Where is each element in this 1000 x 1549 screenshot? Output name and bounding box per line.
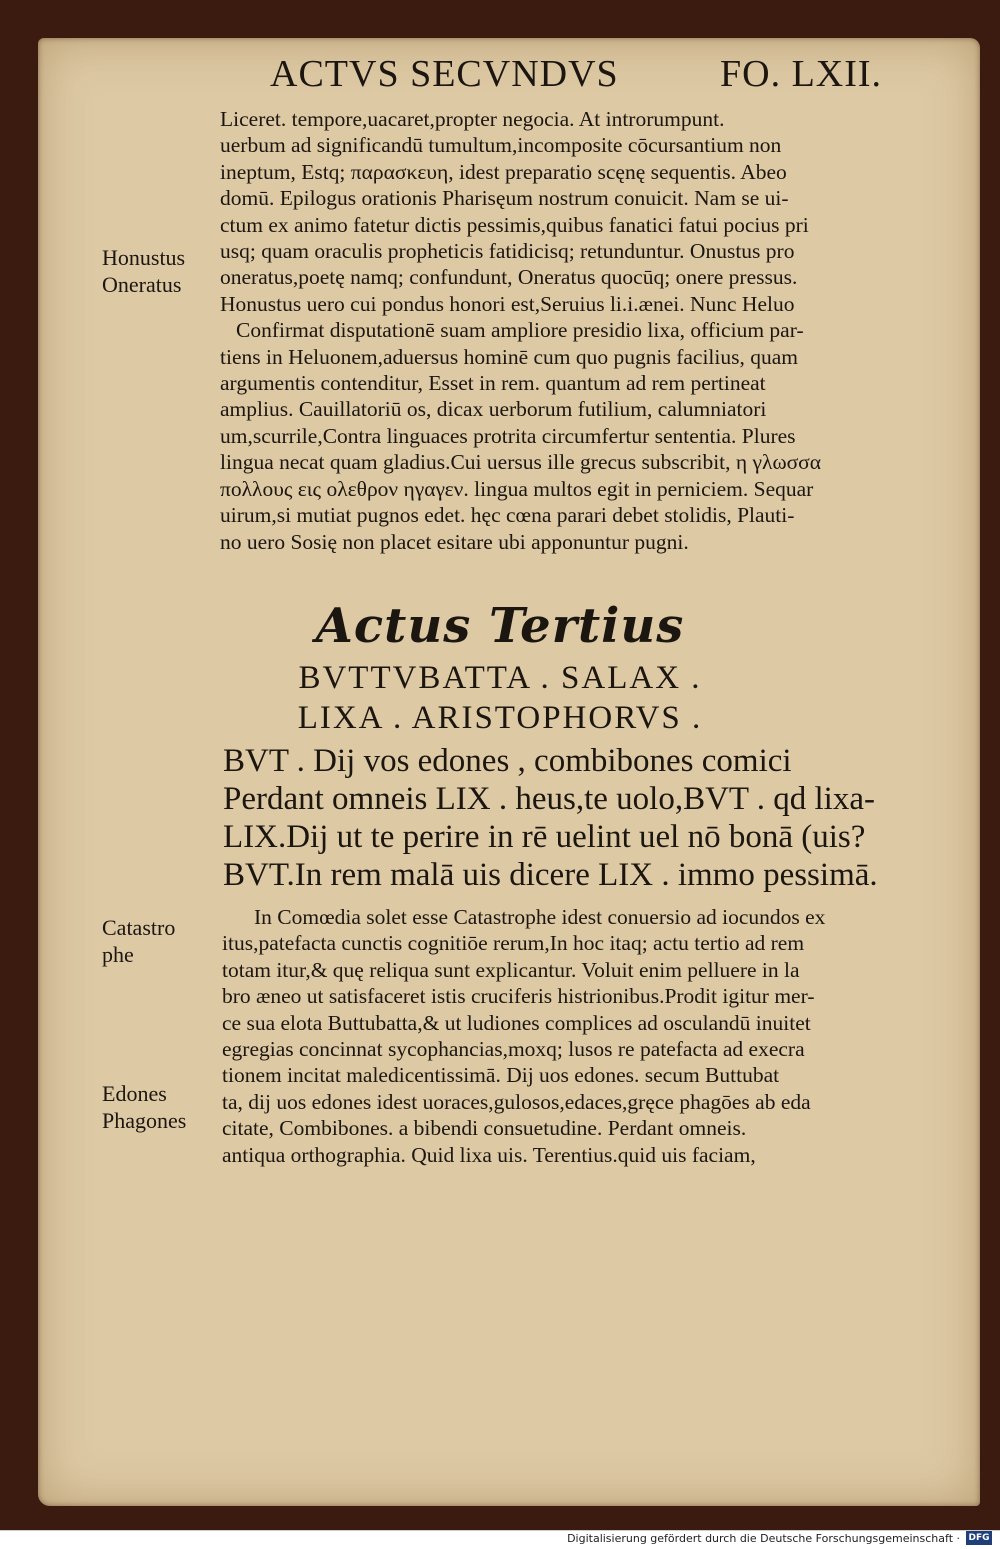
running-title: ACTVS SECVNDVS <box>270 53 619 95</box>
act-heading: Actus Tertius <box>315 598 685 654</box>
verse-line: BVT . Dij vos edones , combibones comici <box>223 743 792 779</box>
commentary-line: tiens in Heluonem,aduersus hominē cum quo pugnis facilius, quam <box>220 344 799 369</box>
commentary-line: ta, dij uos edones idest uoraces,gulosos,edaces,gręce phagōes ab eda <box>222 1089 811 1114</box>
funding-credit: Digitalisierung gefördert durch die Deutsche Forschungsgemeinschaft · <box>567 1532 960 1545</box>
commentary-line: lingua necat quam gladius.Cui uersus ille grecus subscribit, η γλωσσα <box>220 450 822 475</box>
commentary-line: no uero Sosię non placet esitare ubi apponuntur pugni. <box>220 529 689 554</box>
commentary-line: citate, Combibones. a bibendi consuetudine. Perdant omneis. <box>222 1116 747 1141</box>
verse-line: BVT.In rem malā uis dicere LIX . immo pessimā. <box>223 857 878 893</box>
verse-line: LIX.Dij ut te perire in rē uelint uel nō bonā (uis? <box>223 819 866 855</box>
commentary-line: usq; quam oraculis propheticis fatidicisq; retunduntur. Onustus pro <box>220 239 795 264</box>
commentary-line: domū. Epilogus orationis Pharisęum nostrum conuicit. Nam se ui- <box>220 186 789 211</box>
commentary-line: tionem incitat maledicentissimā. Dij uos edones. secum Buttubat <box>222 1063 780 1088</box>
commentary-block-top <box>220 106 821 555</box>
commentary-line: πολλους εις ολεθρον ηγαγεν. lingua multos egit in perniciem. Sequar <box>220 476 814 501</box>
margin-note-honustus: Honustus Oneratus <box>102 245 186 297</box>
commentary-line: ineptum, Estq; παρασκευη, idest preparatio scęnę sequentis. Abeo <box>220 159 787 184</box>
commentary-line: ctum ex animo fatetur dictis pessimis,quibus fanatici fatui pocius pri <box>220 212 809 237</box>
commentary-line: itus,patefacta cunctis cognitiōe rerum,In hoc itaq; actu tertio ad rem <box>222 931 805 956</box>
commentary-line: ce sua elota Buttubatta,& ut ludiones complices ad osculandū inuitet <box>222 1010 811 1035</box>
commentary-block-bottom <box>222 904 825 1168</box>
verse-block <box>223 742 878 894</box>
commentary-line: egregias concinnat sycophancias,moxq; lusos re patefacta ad execra <box>222 1037 805 1062</box>
commentary-line: Honustus uero cui pondus honori est,Seruius li.i.ænei. Nunc Heluo <box>220 291 795 316</box>
folio-number: FO. LXII. <box>720 53 883 95</box>
commentary-line: um,scurrile,Contra linguaces protrita circumfertur sententia. Plures <box>220 423 796 448</box>
commentary-line: Confirmat disputationē suam ampliore presidio lixa, officium par- <box>236 318 804 343</box>
commentary-line: bro æneo ut satisfaceret istis cruciferis histrionibus.Prodit igitur mer- <box>222 984 815 1009</box>
commentary-line: uerbum ad significandū tumultum,incomposite cōcursantium non <box>220 133 782 158</box>
dramatis-personae-line-2: LIXA . ARISTOPHORVS . <box>297 700 703 736</box>
dramatis-personae-line-1: BVTTVBATTA . SALAX . <box>298 660 702 696</box>
commentary-line: In Comœdia solet esse Catastrophe idest conuersio ad iocundos ex <box>254 905 826 929</box>
commentary-line: totam itur,& quę reliqua sunt explicantur. Voluit enim pelluere in la <box>222 957 800 982</box>
commentary-line: argumentis contenditur, Esset in rem. quantum ad rem pertineat <box>220 371 766 396</box>
margin-note-catastrophe: Catastro phe <box>102 915 176 967</box>
commentary-line: antiqua orthographia. Quid lixa uis. Terentius.quid uis faciam, <box>222 1142 756 1167</box>
commentary-line: Liceret. tempore,uacaret,propter negocia. At introrumpunt. <box>220 107 725 131</box>
margin-note-edones: Edones Phagones <box>102 1081 187 1133</box>
dfg-logo: DFG <box>966 1531 992 1545</box>
commentary-line: oneratus,poetę namq; confundunt, Oneratus quocūq; onere pressus. <box>220 265 798 290</box>
commentary-line: amplius. Cauillatoriū os, dicax uerborum futilium, calumniatori <box>220 397 767 422</box>
commentary-line: uirum,si mutiat pugnos edet. hęc cœna parari debet stolidis, Plauti- <box>220 503 795 528</box>
verse-line: Perdant omneis LIX . heus,te uolo,BVT . qd lixa- <box>223 781 875 817</box>
